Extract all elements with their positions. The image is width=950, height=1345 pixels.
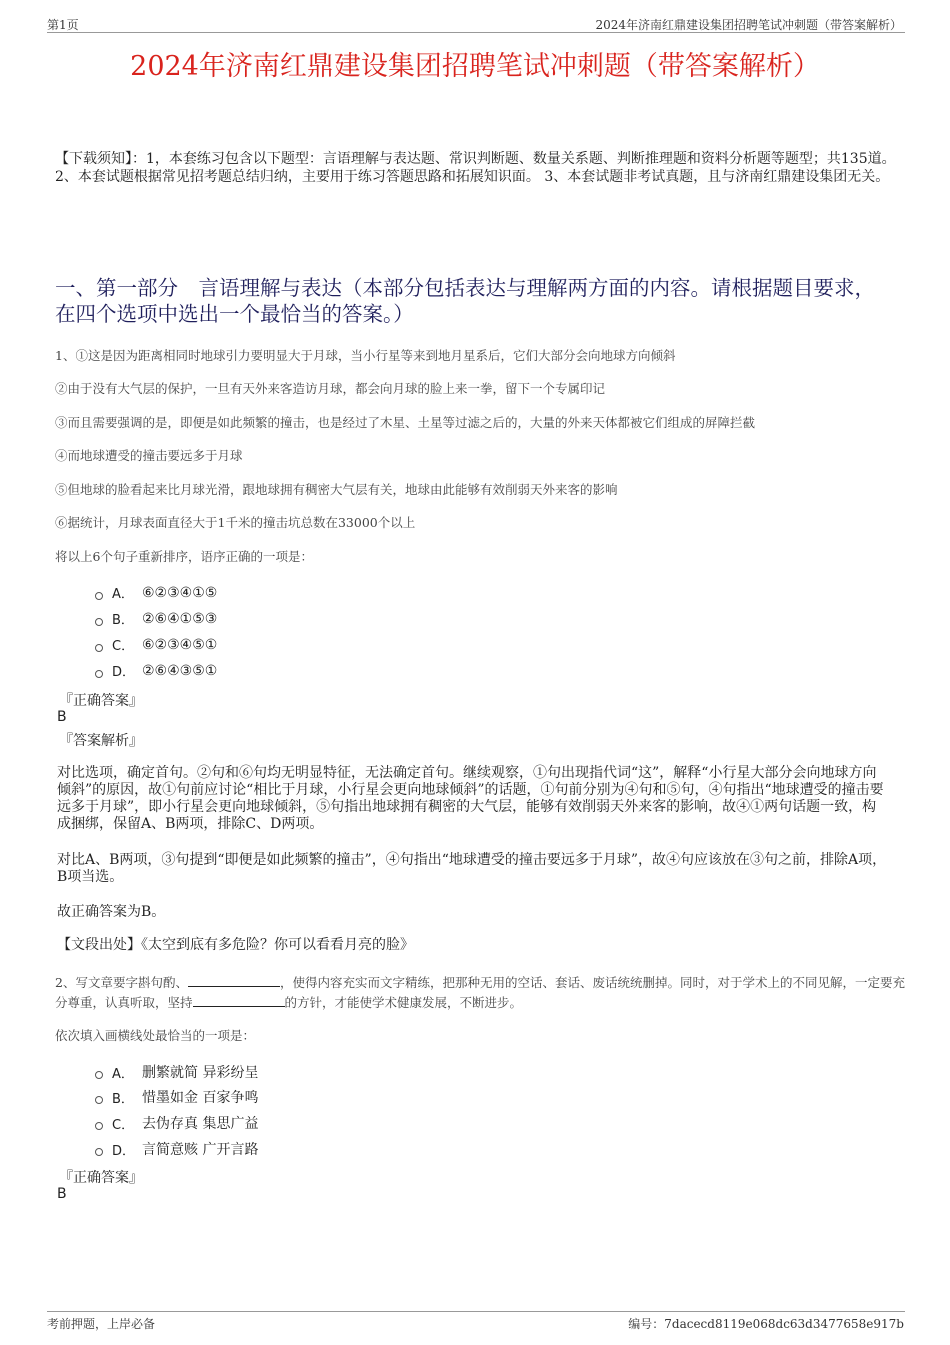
header-doc-title: 2024年济南红鼎建设集团招聘笔试冲刺题（带答案解析） — [595, 18, 902, 32]
option-letter: B． — [112, 613, 134, 628]
radio-icon[interactable] — [95, 618, 103, 626]
q1-analysis-label: 『答案解析』 — [59, 733, 143, 749]
option-text: ⑥②③④①⑤ — [142, 584, 218, 601]
option-letter: D． — [112, 1143, 136, 1159]
page-number: 第1页 — [47, 18, 79, 32]
option-letter: B． — [112, 1091, 134, 1107]
radio-icon[interactable] — [95, 1122, 103, 1130]
q1-sentence-1: 1、①这是因为距离相同时地球引力要明显大于月球，当小行星等来到地月星系后，它们大部分会向地球方向倾斜 — [55, 348, 676, 363]
option-text: ⑥②③④⑤① — [142, 636, 218, 653]
q1-option-d[interactable] — [95, 661, 217, 680]
download-notice: 【下载须知】：1，本套练习包含以下题型：言语理解与表达题、常识判断题、数量关系题、判断推理题和资料分析题等题型；共135道。 2、本套试题根据常见招考题总结归纳，主要用于练习答题思路和拓展知识面。 3、本套试题非考试真题，且与济南红鼎建设集团无关。 — [55, 151, 896, 185]
q2-blank-2 — [193, 994, 285, 1007]
radio-icon[interactable] — [95, 592, 103, 600]
q1-sentence-4: ④而地球遭受的撞击要远多于月球 — [55, 448, 243, 463]
option-text: 言简意赅 广开言路 — [142, 1142, 259, 1158]
q2-blank-1 — [188, 974, 280, 987]
option-letter: A． — [112, 587, 134, 602]
option-letter: C． — [112, 639, 135, 654]
q1-sentence-6: ⑥据统计，月球表面直径大于1千米的撞击坑总数在33000个以上 — [55, 515, 416, 530]
section-title: 一、第一部分 言语理解与表达（本部分包括表达与理解两方面的内容。请根据题目要求，在四个选项中选出一个最恰当的答案。） — [55, 276, 875, 326]
q1-analysis-1: 对比选项，确定首句。②句和⑥句均无明显特征，无法确定首句。继续观察，①句出现指代词“这”，解释“小行星大部分会向地球方向倾斜”的原因，故①句前应讨论“相比于月球，小行星会更向地球倾斜”的话题，①句前分别为④句和⑤句，④句指出“地球遭受的撞击要远多于月球”，即小行星会更向地球倾斜，⑤句指出地球拥有稠密的大气层，能够有效削弱天外来客的影响，故④①两句话题一致，构成捆绑，保留A、B两项，排除C、D两项。 — [57, 765, 884, 832]
radio-icon[interactable] — [95, 1148, 103, 1156]
q1-source: 【文段出处】《太空到底有多危险？你可以看看月亮的脸》 — [57, 937, 414, 953]
q2-option-a[interactable] — [95, 1062, 258, 1082]
q2-stem-part2: ，使得内容充实而文字精练，把那种无用的空话、套话、废话统统删掉。同时，对于学术上的不同见解，一定要充分尊重，认真听取，坚持 — [55, 975, 905, 1010]
option-text: ②⑥④①⑤③ — [142, 610, 218, 627]
q2-answer: B — [57, 1186, 67, 1202]
footer-divider — [47, 1311, 905, 1312]
option-letter: C． — [112, 1117, 135, 1133]
option-letter: A． — [112, 1066, 134, 1082]
q2-prompt: 依次填入画横线处最恰当的一项是： — [55, 1028, 256, 1043]
q2-stem — [55, 973, 905, 1013]
q1-sentence-5: ⑤但地球的脸看起来比月球光滑，跟地球拥有稠密大气层有关，地球由此能够有效削弱天外来客的影响 — [55, 482, 618, 497]
radio-icon[interactable] — [95, 644, 103, 652]
header-divider — [47, 32, 905, 33]
footer-slogan: 考前押题，上岸必备 — [47, 1317, 156, 1331]
q1-answer: B — [57, 709, 67, 725]
q2-option-b[interactable] — [95, 1087, 258, 1107]
q1-analysis-2: 对比A、B两项，③句提到“即便是如此频繁的撞击”，④句指出“地球遭受的撞击要远多于月球”，故④句应该放在③句之前，排除A项，B项当选。 — [57, 852, 887, 885]
option-text: 惜墨如金 百家争鸣 — [142, 1090, 259, 1106]
q1-prompt: 将以上6个句子重新排序，语序正确的一项是： — [55, 549, 313, 564]
radio-icon[interactable] — [95, 1096, 103, 1104]
radio-icon[interactable] — [95, 1071, 103, 1079]
q2-option-d[interactable] — [95, 1139, 258, 1159]
page-title: 2024年济南红鼎建设集团招聘笔试冲刺题（带答案解析） — [130, 51, 820, 82]
q1-analysis-3: 故正确答案为B。 — [57, 904, 166, 920]
option-text: ②⑥④③⑤① — [142, 662, 218, 679]
option-text: 删繁就简 异彩纷呈 — [142, 1065, 259, 1081]
radio-icon[interactable] — [95, 670, 103, 678]
q1-option-b[interactable] — [95, 609, 217, 628]
q1-option-a[interactable] — [95, 583, 217, 602]
q1-sentence-3: ③而且需要强调的是，即便是如此频繁的撞击，也是经过了木星、土星等过滤之后的，大量的外来天体都被它们组成的屏障拦截 — [55, 415, 756, 430]
q2-stem-part1: 2、写文章要字斟句酌、 — [55, 975, 188, 990]
q1-answer-label: 『正确答案』 — [59, 693, 143, 709]
q1-sentence-2: ②由于没有大气层的保护，一旦有天外来客造访月球，都会向月球的脸上来一拳，留下一个专属印记 — [55, 381, 606, 396]
option-letter: D． — [112, 665, 136, 680]
q2-option-c[interactable] — [95, 1113, 258, 1133]
option-text: 去伪存真 集思广益 — [142, 1116, 259, 1132]
q1-option-c[interactable] — [95, 635, 217, 654]
q2-stem-part3: 的方针，才能使学术健康发展，不断进步。 — [284, 995, 523, 1010]
q2-answer-label: 『正确答案』 — [59, 1170, 143, 1186]
footer-doc-id: 编号：7dacecd8119e068dc63d3477658e917b — [628, 1317, 904, 1331]
